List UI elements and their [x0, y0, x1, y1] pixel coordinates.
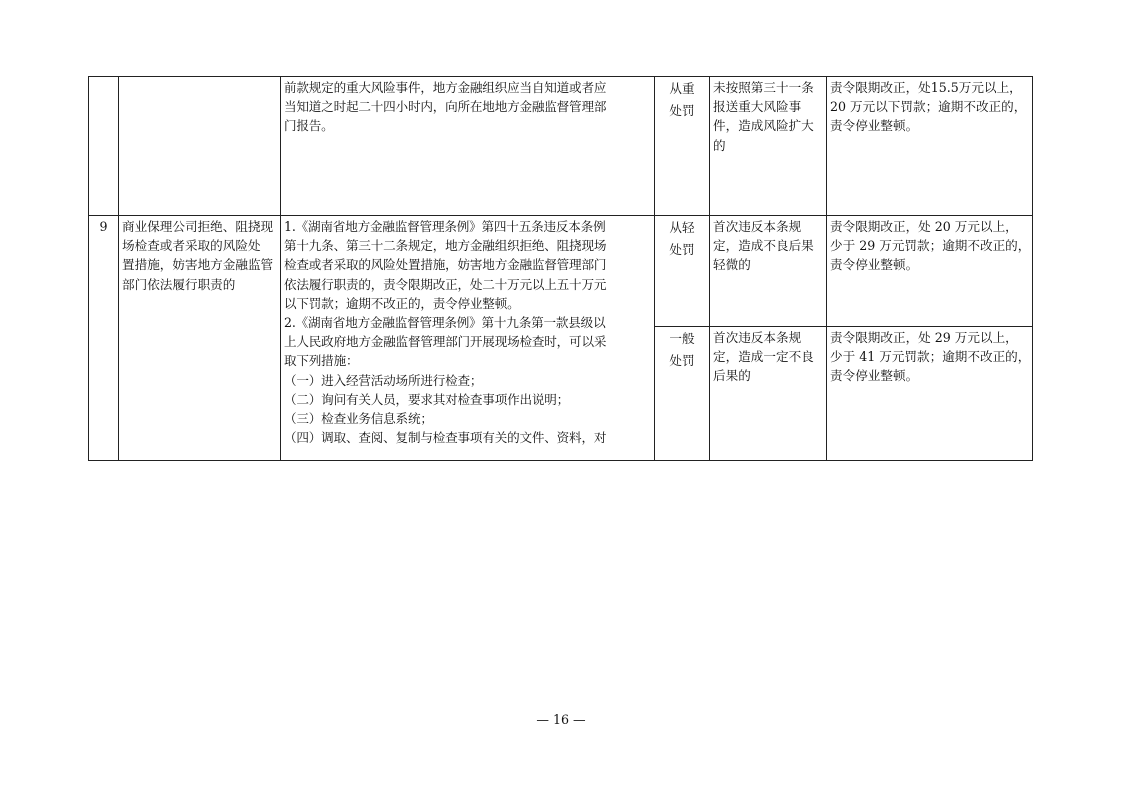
page-number: — 16 — [536, 712, 586, 727]
situation-cell: 未按照第三十一条 报送重大风险事 件，造成风险扩大 的 [710, 77, 827, 216]
legal-basis-line: 当知道之时起二十四小时内，向所在地地方金融监督管理部 [284, 99, 607, 115]
penalty-table [88, 76, 1033, 461]
penalty-standard-cell: 责令限期改正，处 29 万元以上， 少于 41 万元罚款；逾期不改正的， 责令停业整顿。 [827, 327, 1033, 461]
row-number-cell [89, 77, 119, 216]
table-row [89, 216, 1033, 327]
penalty-level-cell: 从轻 处罚 [655, 216, 710, 327]
situation-cell: 首次违反本条规 定，造成不良后果 轻微的 [710, 216, 827, 327]
row-number-cell: 9 [89, 216, 119, 461]
legal-basis-cell [281, 77, 655, 216]
violation-cell [119, 77, 281, 216]
violation-cell: 商业保理公司拒绝、阻挠现 场检查或者采取的风险处 置措施，妨害地方金融监管 部门依法履行职责的 [119, 216, 281, 461]
legal-basis-line: 前款规定的重大风险事件，地方金融组织应当自知道或者应 [284, 80, 607, 95]
legal-basis-line: 门报告。 [284, 118, 334, 134]
penalty-standard-cell: 责令限期改正，处 20 万元以上， 少于 29 万元罚款；逾期不改正的， 责令停业整顿。 [827, 216, 1033, 327]
penalty-standard-cell: 责令限期改正，处15.5万元以上， 20 万元以下罚款；逾期不改正的， 责令停业整顿。 [827, 77, 1033, 216]
legal-basis-cell: 1.《湖南省地方金融监督管理条例》第四十五条违反本条例 第十九条、第三十二条规定，地方金融组织拒绝、阻挠现场 检查或者采取的风险处置措施，妨害地方金融监督管理部门 依法履行职责的，责令限期改正，处二十万元以上五十万元 以下罚款；逾期不改正的，责令停业整顿。 2.《湖南省地方金融监督管理条例》第十九条第一款县级以 上人民政府地方金融监督管理部门开展现场检查时，可以采 取下列措施： （一）进入经营活动场所进行检查； （二）询问有关人员，要求其对检查事项作出说明； （三）检查业务信息系统； （四）调取、查阅、复制与检查事项有关的文件、资料，对 [281, 216, 655, 461]
situation-cell: 首次违反本条规 定，造成一定不良 后果的 [710, 327, 827, 461]
penalty-level-cell: 从重 处罚 [655, 77, 710, 216]
penalty-level-cell: 一般 处罚 [655, 327, 710, 461]
table-row [89, 77, 1033, 216]
